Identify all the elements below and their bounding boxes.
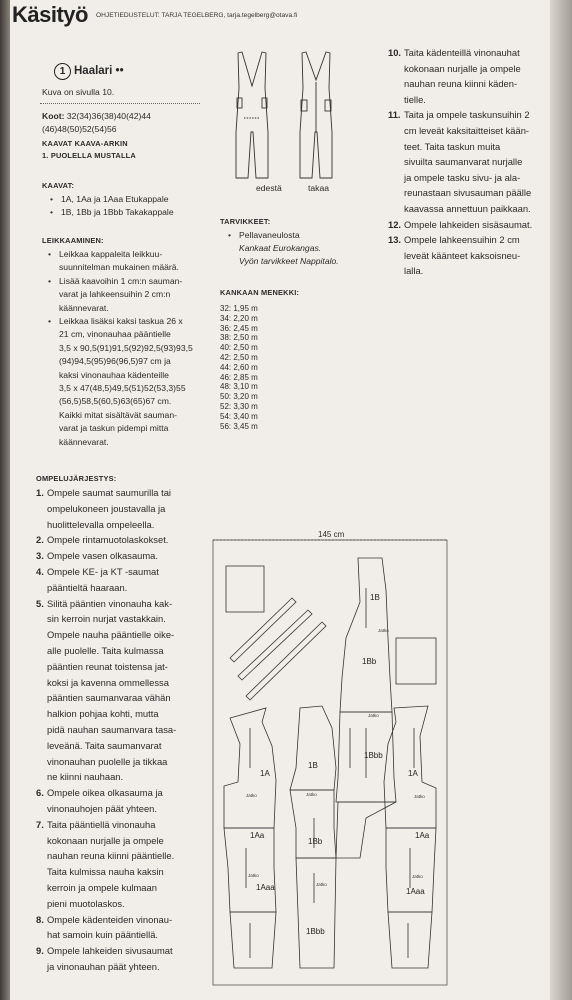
right-step-text: kokonaan nurjalle ja ompele xyxy=(404,62,521,74)
sewing-step-text: pääntieltä haaraan. xyxy=(47,581,128,593)
sewing-step-line xyxy=(36,517,176,533)
piece-label: 1Aaa xyxy=(406,887,425,896)
sewing-step-text: Ompele nauha pääntielle oike- xyxy=(47,629,175,641)
jatko-label: Jatko xyxy=(414,794,425,799)
sewing-step-line xyxy=(36,485,176,501)
right-step-line xyxy=(388,61,532,77)
sewing-step-number: 8. xyxy=(36,913,44,925)
sewing-step-line xyxy=(36,912,176,928)
sewing-step-text: koksi ja kavenna ommellessa xyxy=(47,676,169,688)
sewing-step-line xyxy=(36,785,176,801)
back-view xyxy=(300,52,332,178)
supplies-heading: TARVIKKEET: xyxy=(220,217,271,226)
sewing-step-text: Ompele oikea olkasauma ja xyxy=(47,787,163,799)
fabric-row: 34: 2,20 m xyxy=(220,313,258,323)
magazine-logo: Käsityö xyxy=(12,2,88,27)
sewing-step-text: vinonauhojen päät yhteen. xyxy=(47,802,157,814)
sewing-step-line xyxy=(36,943,176,959)
right-step-text: tielle. xyxy=(404,93,426,105)
sewing-step-text: Taita kulmissa nauha kaksin xyxy=(47,866,164,878)
fabric-row: 50: 3,20 m xyxy=(220,392,258,402)
cutting-line: kaksi vinonauhaa kädenteille xyxy=(59,369,169,380)
pattern-sheet-line-1: KAAVAT KAAVA-ARKIN xyxy=(42,139,128,148)
sewing-step-text: Ompele rintamuotolaskokset. xyxy=(47,534,169,546)
front-piece-1A-right xyxy=(384,706,436,828)
sewing-step-number: 7. xyxy=(36,818,44,830)
sizes-line-1: 32(34)36(38)40(42)44 xyxy=(66,111,151,121)
sewing-step-line xyxy=(36,801,176,817)
sewing-step-text: Silitä pääntien vinonauha kak- xyxy=(47,597,173,609)
cutting-line: 21 cm, vinonauhaa pääntielle xyxy=(59,329,171,340)
sewing-step-text: ne kiinni nauhaan. xyxy=(47,771,124,783)
back-piece-1B-mid xyxy=(290,706,336,790)
fabric-row: 54: 3,40 m xyxy=(220,411,258,421)
sewing-step-text: Taita pääntiellä vinonauha xyxy=(47,818,156,830)
fabric-row: 32: 1,95 m xyxy=(220,304,258,313)
sizes-label: Koot: xyxy=(42,111,65,121)
right-step-line xyxy=(388,248,532,264)
sewing-step-text: sin kerroin nurjat vastakkain. xyxy=(47,613,166,625)
right-step-text: nauhan reuna kiinni käden- xyxy=(404,78,518,90)
supplies-line: Kankaat Eurokangas. xyxy=(239,243,322,253)
bias-strip xyxy=(246,622,326,700)
piece-label: 1Aa xyxy=(250,831,265,840)
sewing-step-line xyxy=(36,675,176,691)
right-step-line xyxy=(388,232,532,248)
right-steps xyxy=(388,45,532,279)
cutting-line: käännevarat. xyxy=(59,436,109,447)
jatko-label: Jatko xyxy=(246,793,257,798)
fabric-row: 46: 2,85 m xyxy=(220,372,258,382)
right-step-line xyxy=(388,123,532,139)
header-credit: OHJETIEDUSTELUT: TARJA TEGELBERG, tarja.tegelberg@otava.fi xyxy=(96,12,298,19)
right-step-line xyxy=(388,185,532,201)
jatko-label: Jatko xyxy=(306,792,317,797)
right-step-number: 10. xyxy=(388,47,402,58)
cutting-item xyxy=(48,315,193,449)
sewing-step-text: pidä nauhan saumanvara tasa- xyxy=(47,723,177,735)
sewing-step-text: Ompele kädenteiden vinonau- xyxy=(47,913,173,925)
sewing-step-text: pieni muotolaskos. xyxy=(47,897,125,909)
sewing-step-text: ja vinonauhan päät yhteen. xyxy=(47,960,160,972)
sewing-step-text: halkion pohjaa kohti, mutta xyxy=(47,708,159,720)
right-step-text: teet. Taita taskun muita xyxy=(404,140,501,152)
pocket-piece xyxy=(226,566,264,612)
front-piece-1Aaa-left xyxy=(230,912,276,968)
piece-label: 1Bb xyxy=(308,837,323,846)
piece-label: 1B xyxy=(308,761,318,770)
kaavat-heading: KAAVAT: xyxy=(42,181,75,190)
sewing-step-text: pääntien saumanvaraa vähän xyxy=(47,692,171,704)
piece-label: 1Bbb xyxy=(306,927,325,936)
fabric-table xyxy=(220,304,258,431)
fabric-row: 48: 3,10 m xyxy=(220,382,258,392)
photo-reference: Kuva on sivulla 10. xyxy=(42,87,115,97)
sewing-step-text: kerroin ja ompele kulmaan xyxy=(47,881,157,893)
sewing-step-line xyxy=(36,564,176,580)
sewing-heading: OMPELUJÄRJESTYS: xyxy=(36,474,117,483)
right-step-number: 13. xyxy=(388,234,402,246)
layout-width-label: 145 cm xyxy=(318,530,345,539)
cutting-line: (94)94,5(95)96(96,5)97 cm ja xyxy=(59,356,171,367)
cutting-line: Kaikki mitat sisältävät sauman- xyxy=(59,409,177,420)
jatko-label: Jatko xyxy=(248,873,259,878)
jatko-label: Jatko xyxy=(378,628,389,633)
back-piece-1Bbb-mid xyxy=(296,858,336,968)
sewing-step-text: nauhan reuna kiinni pääntielle. xyxy=(47,850,175,862)
sewing-step-text: ompelukoneen joustavalla ja xyxy=(47,502,166,514)
right-step-number: 11. xyxy=(388,109,401,121)
bias-strip xyxy=(238,610,312,680)
sewing-step-text: kokonaan nurjalle ja ompele xyxy=(47,834,164,846)
right-step-line xyxy=(388,201,532,217)
sewing-step-number: 6. xyxy=(36,787,44,799)
kaavat-item: • 1B, 1Bb ja 1Bbb Takakappale xyxy=(50,206,174,219)
right-step-text: Taita ja ompele taskunsuihin 2 xyxy=(404,109,530,121)
fabric-row: 40: 2,50 m xyxy=(220,343,258,353)
fabric-heading: KANKAAN MENEKKI: xyxy=(220,288,300,297)
cutting-layout-diagram xyxy=(210,528,450,988)
sewing-step-line xyxy=(36,659,176,675)
cutting-line: suunnitelman mukainen määrä. xyxy=(59,262,179,273)
sewing-step-line xyxy=(36,738,176,754)
cutting-line: Lisää kaavoihin 1 cm:n sauman- xyxy=(59,275,183,286)
right-step-line xyxy=(388,45,532,61)
garment-drawing xyxy=(232,48,352,180)
front-view xyxy=(236,52,268,178)
title-divider xyxy=(40,103,200,104)
right-step-line xyxy=(388,139,532,155)
cutting-line: (56,5)58,5(60,5)63(65)67 cm. xyxy=(59,396,172,407)
piece-label: 1B xyxy=(370,593,380,602)
fabric-row: 56: 3,45 m xyxy=(220,421,258,431)
supplies-list xyxy=(228,229,300,242)
front-piece-1Aa-left xyxy=(224,828,276,912)
sewing-step-line xyxy=(36,611,176,627)
front-view-label: edestä xyxy=(256,183,282,193)
fabric-row: 44: 2,60 m xyxy=(220,362,258,372)
sewing-step-number: 9. xyxy=(36,945,44,957)
sewing-step-line xyxy=(36,706,176,722)
sizes-block xyxy=(42,110,151,123)
sewing-step-number: 4. xyxy=(36,565,44,577)
cutting-line: Leikkaa kappaleita leikkuu- xyxy=(59,249,163,259)
right-step-text: Ompele lahkeensuihin 2 cm xyxy=(404,234,520,246)
pattern-number-badge xyxy=(54,63,71,80)
sewing-step-line xyxy=(36,754,176,770)
sewing-step-number: 3. xyxy=(36,550,44,562)
front-piece-1Aaa-right xyxy=(388,912,432,968)
sewing-step-line xyxy=(36,580,176,596)
cutting-line: 3,5 x 47(48,5)49,5(51)52(53,3)55 xyxy=(59,383,186,394)
jatko-label: Jatko xyxy=(368,713,379,718)
sewing-step-line xyxy=(36,833,176,849)
back-piece-1B xyxy=(340,558,392,712)
sewing-step-line xyxy=(36,627,176,643)
fabric-row: 42: 2,50 m xyxy=(220,352,258,362)
pocket-piece xyxy=(396,638,436,684)
cutting-line: käännevarat. xyxy=(59,302,109,313)
pattern-number: 1 xyxy=(59,66,66,77)
sewing-step-line xyxy=(36,817,176,833)
jatko-label: Jatko xyxy=(412,874,423,879)
front-piece-1Aa-right xyxy=(386,828,436,912)
right-step-number: 12. xyxy=(388,218,402,230)
kaavat-list xyxy=(50,193,174,218)
sewing-step-text: alle puolelle. Taita kulmassa xyxy=(47,644,164,656)
sewing-step-line xyxy=(36,927,176,943)
piece-label: 1Aaa xyxy=(256,883,275,892)
cutting-line: Leikkaa lisäksi kaksi taskua 26 x xyxy=(59,316,183,327)
sewing-steps xyxy=(36,485,176,975)
sewing-step-line xyxy=(36,596,176,612)
right-step-line xyxy=(388,107,532,123)
sewing-step-line xyxy=(36,532,176,548)
cutting-line: varat ja taskun pidempi mitta xyxy=(59,423,169,434)
back-view-label: takaa xyxy=(308,183,330,193)
sewing-step-line xyxy=(36,880,176,896)
right-step-text: ja ompele tasku sivu- ja ala- xyxy=(404,171,521,183)
sewing-step-text: huolittelevalla ompeleella. xyxy=(47,518,155,530)
right-step-line xyxy=(388,170,532,186)
right-step-text: kaavassa annettuun paikkaan. xyxy=(404,202,531,214)
right-step-text: Taita kädenteillä vinonauhat xyxy=(404,47,520,58)
cutting-line: varat ja lahkeensuihin 2 cm:n xyxy=(59,289,171,300)
piece-label: 1Bbb xyxy=(364,751,383,760)
sewing-step-line xyxy=(36,896,176,912)
right-step-line xyxy=(388,154,532,170)
sewing-step-number: 2. xyxy=(36,534,44,546)
supplies-item: • Pellavaneulosta xyxy=(228,229,300,242)
fabric-row: 52: 3,30 m xyxy=(220,401,258,411)
sewing-step-text: Ompele saumat saumurilla tai xyxy=(47,487,172,498)
cutting-list xyxy=(48,248,193,449)
piece-label: 1A xyxy=(408,769,418,778)
next-page-edge xyxy=(550,0,572,1000)
back-piece-1Bbb xyxy=(336,802,396,858)
piece-label: 1A xyxy=(260,769,270,778)
fabric-row: 38: 2,50 m xyxy=(220,333,258,343)
cutting-line: 3,5 x 90,5(91)91,5(92)92,5(93)93,5 xyxy=(59,342,193,353)
sewing-step-line xyxy=(36,501,176,517)
right-step-text: Ompele lahkeiden sisäsaumat. xyxy=(404,218,533,230)
right-step-text: reunastaan sivusauman päälle xyxy=(404,187,532,199)
sewing-step-text: hat samoin kuin pääntiellä. xyxy=(47,929,159,941)
sewing-step-line xyxy=(36,848,176,864)
right-step-line xyxy=(388,92,532,108)
sewing-step-line xyxy=(36,864,176,880)
back-piece-1Bb-mid xyxy=(290,790,336,858)
right-step-text: lalla. xyxy=(404,265,424,277)
right-step-text: cm leveät kaksitaitteiset kään- xyxy=(404,124,530,136)
fabric-outline xyxy=(213,540,447,985)
sewing-step-text: Ompele KE- ja KT -saumat xyxy=(47,565,159,577)
cutting-heading: LEIKKAAMINEN: xyxy=(42,236,104,245)
sewing-step-line xyxy=(36,722,176,738)
kaavat-item: • 1A, 1Aa ja 1Aaa Etukappale xyxy=(50,193,174,206)
cutting-item xyxy=(48,248,193,275)
cutting-item xyxy=(48,275,193,315)
right-step-text: sivuilta saumanvarat nurjalle xyxy=(404,156,523,168)
right-step-line xyxy=(388,76,532,92)
right-step-text: leveät käänteet kaksoisneu- xyxy=(404,249,521,261)
magazine-page xyxy=(10,0,550,1000)
sewing-step-text: Ompele vasen olkasauma. xyxy=(47,550,158,562)
sewing-step-text: Ompele lahkeiden sivusaumat xyxy=(47,945,173,957)
sewing-step-line xyxy=(36,959,176,975)
sewing-step-text: pääntien reunat toistensa jat- xyxy=(47,660,168,672)
piece-label: 1Bb xyxy=(362,657,377,666)
sewing-step-number: 1. xyxy=(36,487,44,498)
sizes-line-2: (46)48(50)52(54)56 xyxy=(42,124,117,134)
sewing-step-line xyxy=(36,643,176,659)
sewing-step-number: 5. xyxy=(36,597,44,609)
sewing-step-text: vinonauhan puolelle ja tikkaa xyxy=(47,755,168,767)
sewing-step-line xyxy=(36,769,176,785)
page-shadow xyxy=(0,0,10,1000)
piece-label: 1Aa xyxy=(415,831,430,840)
sewing-step-line xyxy=(36,690,176,706)
pattern-title: Haalari •• xyxy=(74,65,124,77)
supplies-line: Vyön tarvikkeet Nappitalo. xyxy=(239,256,339,266)
fabric-row: 36: 2,45 m xyxy=(220,323,258,333)
right-step-line xyxy=(388,263,532,279)
sewing-step-text: leveänä. Taita saumanvarat xyxy=(47,739,162,751)
sewing-step-line xyxy=(36,548,176,564)
jatko-label: Jatko xyxy=(316,882,327,887)
right-step-line xyxy=(388,217,532,233)
pattern-sheet-line-2: 1. PUOLELLA MUSTALLA xyxy=(42,151,136,160)
